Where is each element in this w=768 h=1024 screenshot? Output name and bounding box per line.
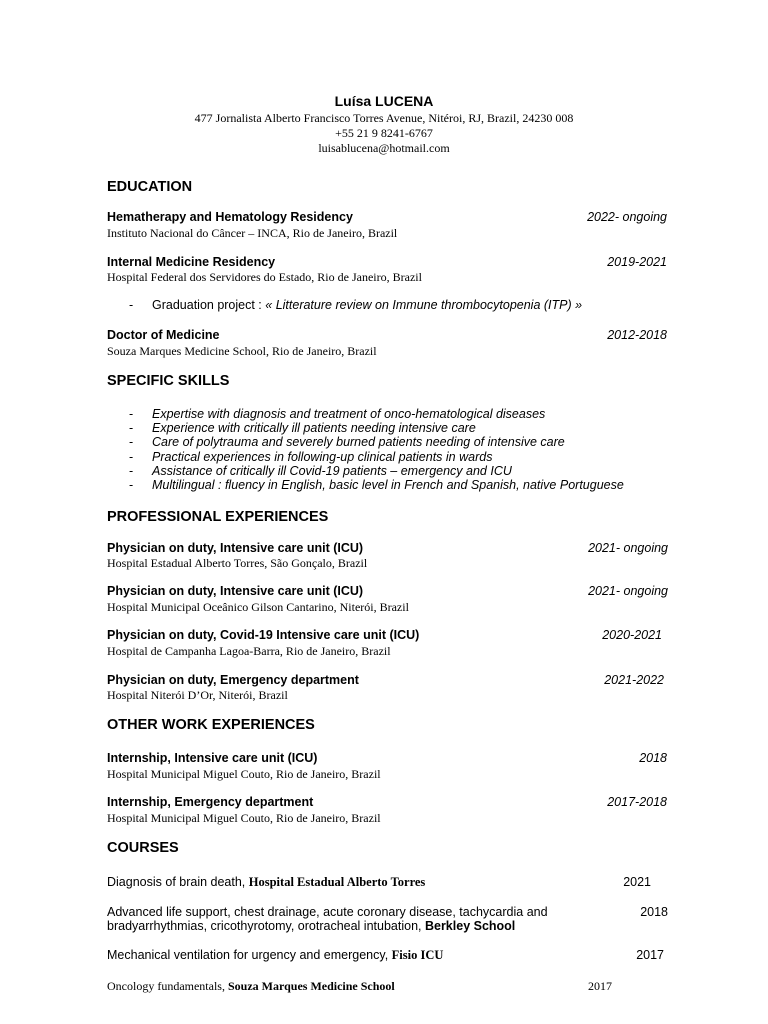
education-org: Hospital Federal dos Servidores do Estado, Rio de Janeiro, Brazil <box>107 270 422 284</box>
bullet-dash: - <box>129 450 134 464</box>
course-name: Diagnosis of brain death, <box>107 875 249 889</box>
course-year: 2021 <box>623 875 651 889</box>
section-heading-courses: COURSES <box>107 840 179 856</box>
experience-date: 2020-2021 <box>602 628 662 642</box>
bullet-dash: - <box>129 421 134 435</box>
phone: +55 21 9 8241-6767 <box>335 126 433 140</box>
course-item <box>107 979 395 994</box>
experience-title: Physician on duty, Covid-19 Intensive care unit (ICU) <box>107 628 420 642</box>
section-heading-other-work: OTHER WORK EXPERIENCES <box>107 717 315 733</box>
course-institution: Berkley School <box>424 919 516 933</box>
bullet-dash: - <box>129 435 134 449</box>
education-org: Instituto Nacional do Câncer – INCA, Rio de Janeiro, Brazil <box>107 226 398 240</box>
course-year: 2017 <box>636 948 664 962</box>
section-heading-professional: PROFESSIONAL EXPERIENCES <box>107 509 329 525</box>
internship-org: Hospital Municipal Miguel Couto, Rio de Janeiro, Brazil <box>107 811 381 825</box>
email: luisablucena@hotmail.com <box>318 141 450 155</box>
address: 477 Jornalista Alberto Francisco Torres Avenue, Nitéroi, RJ, Brazil, 24230 008 <box>194 111 574 125</box>
skill-item: Multilingual : fluency in English, basic level in French and Spanish, native Portuguese <box>152 478 624 492</box>
course-item <box>107 875 425 890</box>
skill-item: Expertise with diagnosis and treatment of onco-hematological diseases <box>152 407 546 421</box>
experience-title: Physician on duty, Intensive care unit (ICU) <box>107 584 364 598</box>
education-date: 2022- ongoing <box>587 210 667 224</box>
experience-org: Hospital Municipal Oceânico Gilson Cantarino, Niterói, Brazil <box>107 600 409 614</box>
course-item-line1: Advanced life support, chest drainage, acute coronary disease, tachycardia and <box>107 905 548 919</box>
course-item <box>107 919 515 933</box>
experience-date: 2021- ongoing <box>588 584 668 598</box>
course-item <box>107 948 443 963</box>
candidate-name: Luísa LUCENA <box>334 93 434 109</box>
internship-date: 2018 <box>639 751 667 765</box>
graduation-project-label: Graduation project : <box>152 298 266 312</box>
course-name: Oncology fundamentals, <box>107 979 228 993</box>
course-name: bradyarrhythmias, cricothyrotomy, orotracheal intubation, <box>107 919 425 933</box>
course-institution: Hospital Estadual Alberto Torres <box>248 875 426 889</box>
internship-title: Internship, Emergency department <box>107 795 314 809</box>
experience-org: Hospital Niterói D’Or, Niterói, Brazil <box>107 688 288 702</box>
education-title: Hematherapy and Hematology Residency <box>107 210 353 224</box>
education-title: Internal Medicine Residency <box>107 255 276 269</box>
education-date: 2019-2021 <box>607 255 667 269</box>
section-heading-education: EDUCATION <box>107 179 193 195</box>
experience-org: Hospital de Campanha Lagoa-Barra, Rio de Janeiro, Brazil <box>107 644 391 658</box>
bullet-dash: - <box>129 407 134 421</box>
graduation-project-title: « Litterature review on Immune thrombocytopenia (ITP) » <box>265 298 583 312</box>
internship-org: Hospital Municipal Miguel Couto, Rio de Janeiro, Brazil <box>107 767 381 781</box>
course-name: Mechanical ventilation for urgency and emergency, <box>107 948 392 962</box>
skill-item: Practical experiences in following-up clinical patients in wards <box>152 450 493 464</box>
course-institution: Fisio ICU <box>391 948 444 962</box>
internship-date: 2017-2018 <box>607 795 667 809</box>
internship-title: Internship, Intensive care unit (ICU) <box>107 751 318 765</box>
education-date: 2012-2018 <box>607 328 667 342</box>
education-org: Souza Marques Medicine School, Rio de Janeiro, Brazil <box>107 344 377 358</box>
experience-title: Physician on duty, Intensive care unit (ICU) <box>107 541 364 555</box>
graduation-project <box>152 298 582 312</box>
experience-date: 2021-2022 <box>604 673 664 687</box>
skill-item: Experience with critically ill patients needing intensive care <box>152 421 476 435</box>
experience-title: Physician on duty, Emergency department <box>107 673 359 687</box>
bullet-dash: - <box>129 464 134 478</box>
experience-date: 2021- ongoing <box>588 541 668 555</box>
skill-item: Assistance of critically ill Covid-19 patients – emergency and ICU <box>152 464 512 478</box>
experience-org: Hospital Estadual Alberto Torres, São Gonçalo, Brazil <box>107 556 368 570</box>
bullet-dash: - <box>129 478 134 492</box>
course-year: 2017 <box>588 979 612 993</box>
course-year: 2018 <box>640 905 668 919</box>
education-title: Doctor of Medicine <box>107 328 220 342</box>
course-institution: Souza Marques Medicine School <box>227 979 395 993</box>
section-heading-skills: SPECIFIC SKILLS <box>107 373 230 389</box>
bullet-dash: - <box>129 298 134 312</box>
skill-item: Care of polytrauma and severely burned patients needing of intensive care <box>152 435 565 449</box>
